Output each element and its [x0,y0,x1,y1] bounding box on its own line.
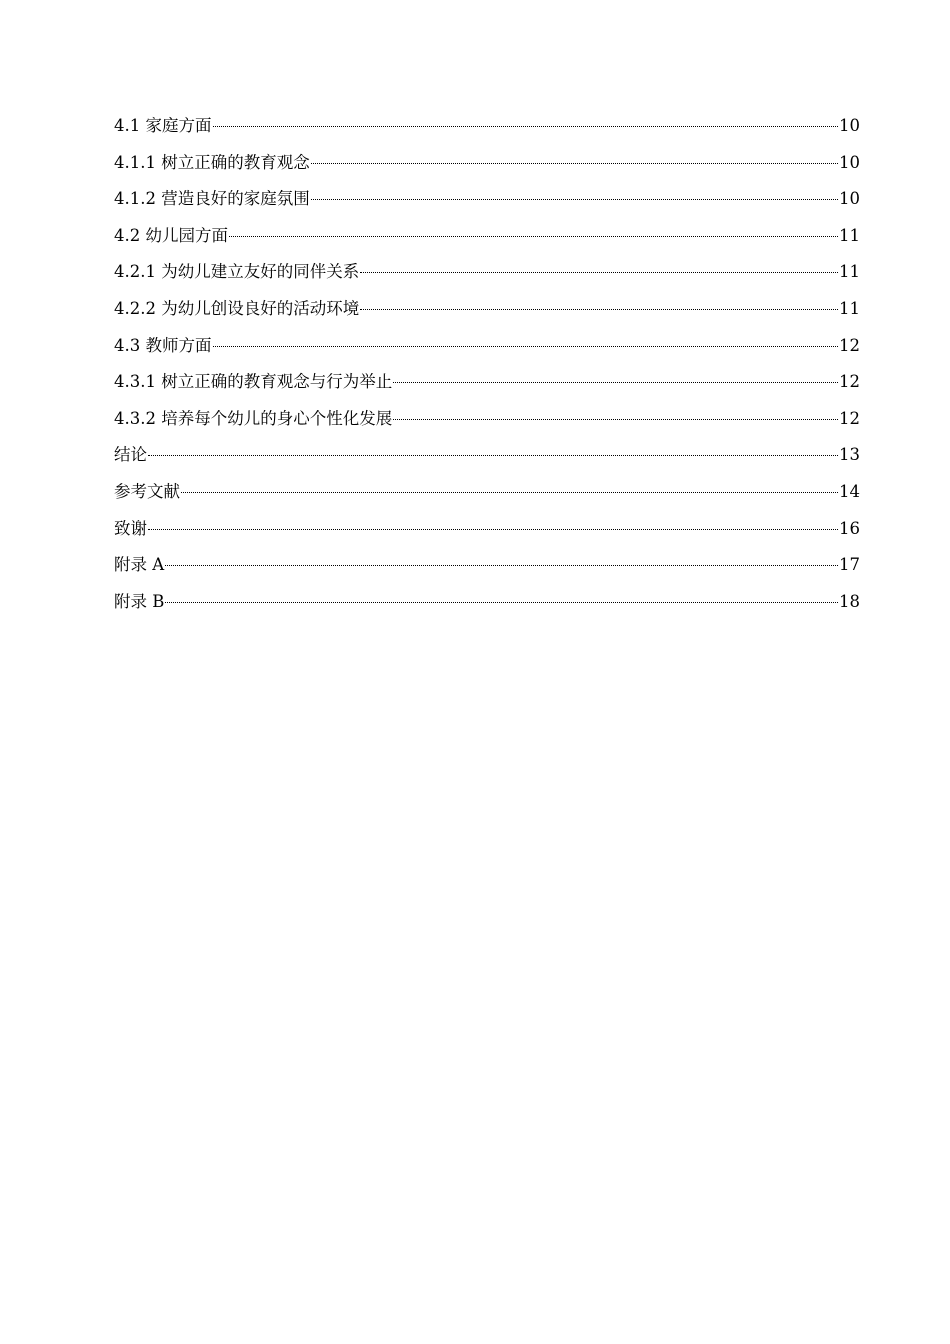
toc-entry-title: 4.3 教师方面 [114,335,212,355]
toc-dot-leader [229,235,838,237]
toc-entry-title: 4.2 幼儿园方面 [114,225,228,245]
toc-entry-page: 10 [839,189,860,209]
toc-entry-page: 11 [839,298,860,318]
toc-dot-leader [360,308,838,310]
toc-entry[interactable] [114,443,860,480]
toc-entry[interactable] [114,187,860,224]
toc-entry[interactable] [114,553,860,590]
toc-entry-title: 4.2.2 为幼儿创设良好的活动环境 [114,298,360,318]
toc-entry-title: 4.1 家庭方面 [114,116,212,135]
toc-dot-leader [360,271,838,273]
toc-entry[interactable] [114,407,860,444]
toc-dot-leader [165,601,838,603]
toc-entry-page: 10 [839,116,860,135]
toc-entry-page: 18 [839,591,860,611]
toc-dot-leader [213,345,839,347]
toc-entry[interactable] [114,224,860,261]
toc-entry-page: 17 [839,555,860,575]
toc-entry-title: 4.1.2 营造良好的家庭氛围 [114,189,310,209]
toc-entry[interactable] [114,260,860,297]
toc-entry[interactable] [114,114,860,151]
toc-entry-page: 14 [839,481,860,501]
toc-entry-title: 附录 B [114,591,165,611]
toc-entry[interactable] [114,480,860,517]
toc-dot-leader [311,198,838,200]
toc-dot-leader [148,454,838,456]
toc-entry[interactable] [114,590,860,627]
toc-entry-page: 12 [839,335,860,355]
toc-dot-leader [148,528,838,530]
toc-dot-leader [393,418,838,420]
toc-entry-title: 4.1.1 树立正确的教育观念 [114,152,310,172]
toc-entry-title: 致谢 [114,518,147,538]
table-of-contents [114,114,860,626]
toc-entry-title: 4.3.1 树立正确的教育观念与行为举止 [114,372,393,392]
toc-entry-page: 16 [839,518,860,538]
toc-entry-title: 参考文献 [114,481,180,501]
toc-dot-leader [213,125,839,127]
toc-entry-title: 结论 [114,445,147,465]
toc-entry-title: 4.2.1 为幼儿建立友好的同伴关系 [114,262,360,282]
toc-entry[interactable] [114,297,860,334]
toc-entry-page: 11 [839,225,860,245]
toc-entry[interactable] [114,517,860,554]
toc-entry-page: 11 [839,262,860,282]
toc-entry-page: 13 [839,445,860,465]
toc-dot-leader [311,162,838,164]
toc-entry[interactable] [114,370,860,407]
toc-dot-leader [165,564,838,566]
toc-dot-leader [181,491,838,493]
toc-entry[interactable] [114,151,860,188]
toc-entry-page: 12 [839,408,860,428]
toc-entry-page: 12 [839,372,860,392]
toc-entry[interactable] [114,334,860,371]
toc-entry-title: 4.3.2 培养每个幼儿的身心个性化发展 [114,408,393,428]
toc-dot-leader [393,381,838,383]
toc-entry-title: 附录 A [114,555,165,575]
toc-entry-page: 10 [839,152,860,172]
